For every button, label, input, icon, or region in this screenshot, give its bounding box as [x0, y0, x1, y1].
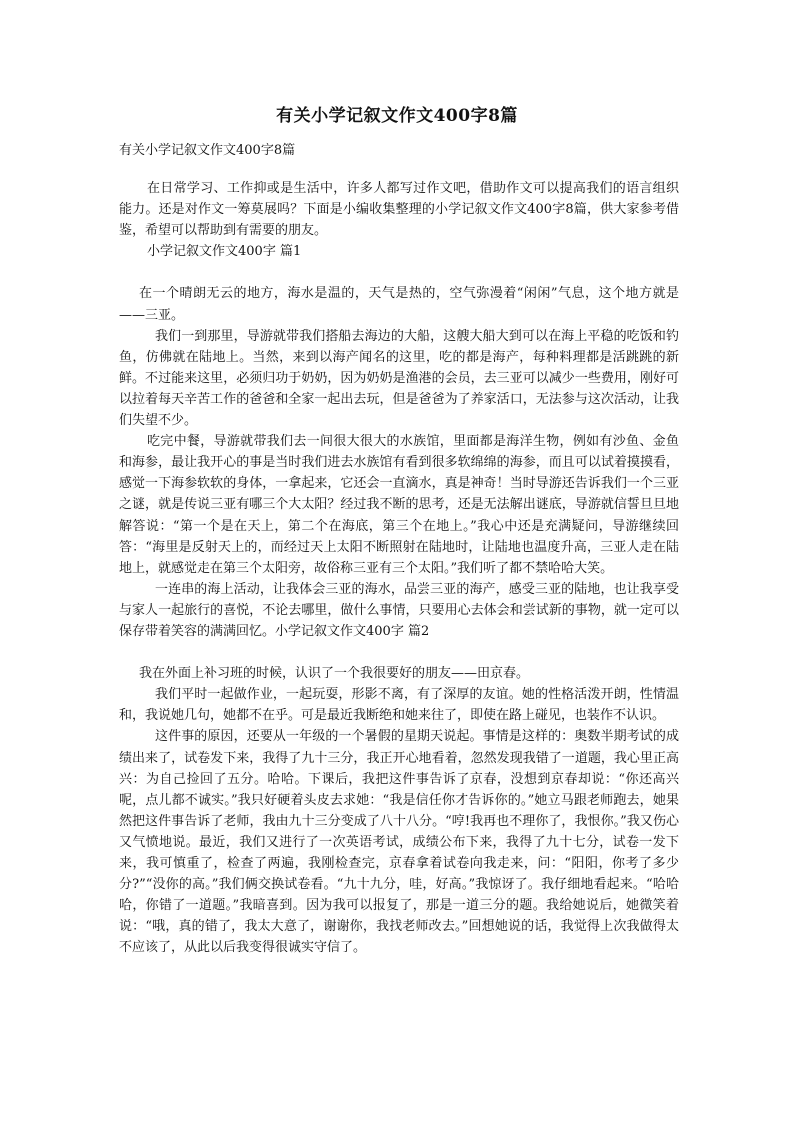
document-title: 有关小学记叙文作文400字8篇	[276, 106, 518, 126]
document-body	[119, 178, 679, 958]
section-2-heading: 小学记叙文作文400字 篇2	[275, 623, 430, 639]
blank-line	[119, 262, 679, 283]
section-1-paragraph-2: 我们一到那里，导游就带我们搭船去海边的大船，这艘大船大到可以在海上平稳的吃饭和钓鱼，仿佛就在陆地上。当然，来到以海产闻名的这里，吃的都是海产，每种料理都是活跳跳的新鲜。不过能来这里，必须归功于奶奶，因为奶奶是渔港的会员，去三亚可以减少一些费用，刚好可以拉着每天辛苦工作的爸爸和全家一起出去玩，但是爸爸为了养家活口，无法参与这次活动，让我们失望不少。	[119, 328, 679, 429]
document-subtitle: 有关小学记叙文作文400字8篇	[119, 143, 296, 158]
blank-line	[119, 642, 679, 663]
section-1-paragraph-4	[119, 579, 679, 642]
section-2-paragraph-2: 我们平时一起做作业，一起玩耍，形影不离，有了深厚的友谊。她的性格活泼开朗，性情温和，我说她几句，她都不在乎。可是最近我断绝和她来往了，即使在路上碰见，也装作不认识。	[119, 687, 679, 724]
section-1-paragraph-1: 在一个晴朗无云的地方，海水是温的，天气是热的，空气弥漫着“闲闲”气息，这个地方就是——三亚。	[119, 286, 679, 323]
section-1-paragraph-4-text: 一连串的海上活动，让我体会三亚的海水，品尝三亚的海产，感受三亚的陆地，也让我享受与家人一起旅行的喜悦，不论去哪里，做什么事情，只要用心去体会和尝试新的事物，就一定可以保存带着笑容的满满回忆。	[119, 581, 679, 639]
intro-paragraph: 在日常学习、工作抑或是生活中，许多人都写过作文吧，借助作文可以提高我们的语言组织能力。还是对作文一筹莫展吗？下面是小编收集整理的小学记叙文作文400字8篇，供大家参考借鉴，希望可以帮助到有需要的朋友。	[119, 181, 679, 239]
section-1-paragraph-3: 吃完中餐，导游就带我们去一间很大很大的水族馆，里面都是海洋生物，例如有沙鱼、金鱼和海参，最让我开心的事是当时我们进去水族馆有看到很多软绵绵的海参，而且可以试着摸摸看，感觉一下海参软软的身体，一拿起来，它还会一直滴水，真是神奇！当时导游还告诉我们一个三亚之谜，就是传说三亚有哪三个大太阳？经过我不断的思考，还是无法解出谜底，导游就信誓旦旦地解答说：“第一个是在天上，第二个在海底，第三个在地上。”我心中还是充满疑问，导游继续回答：“海里是反射天上的，而经过天上太阳不断照射在陆地时，让陆地也温度升高，三亚人走在陆地上，就感觉走在第三个太阳旁，故俗称三亚有三个太阳。”我们听了都不禁哈哈大笑。	[119, 434, 679, 576]
section-1-heading: 小学记叙文作文400字 篇1	[147, 244, 302, 260]
section-2-paragraph-3: 这件事的原因，还要从一年级的一个暑假的星期天说起。事情是这样的：奥数半期考试的成绩出来了，试卷发下来，我得了九十三分，我正开心地看着，忽然发现我错了一道题，我心里正高兴：为自己捡回了五分。哈哈。下课后，我把这件事告诉了京春，没想到京春却说：“你还高兴呢，点儿都不诚实。”我只好硬着头皮去求她：“我是信任你才告诉你的。”她立马跟老师跑去，她果然把这件事告诉了老师，我由九十三分变成了八十八分。“哼!我再也不理你了，我恨你。”我又伤心又气愤地说。最近，我们又进行了一次英语考试，成绩公布下来，我得了九十七分，试卷一发下来，我可慎重了，检查了两遍，我刚检查完，京春拿着试卷向我走来，问：“阳阳，你考了多少分?”“没你的高。”我们俩交换试卷看。“九十九分，哇，好高。”我惊讶了。我仔细地看起来。“哈哈哈，你错了一道题。”我暗喜到。因为我可以报复了，那是一道三分的题。我给她说后，她微笑着说：“哦，真的错了，我太大意了，谢谢你，我找老师改去。”回想她说的话，我觉得上次我做得太不应该了，从此以后我变得很诚实守信了。	[119, 729, 679, 956]
section-2-paragraph-1: 我在外面上补习班的时候，认识了一个我很要好的朋友——田京春。	[139, 666, 530, 682]
